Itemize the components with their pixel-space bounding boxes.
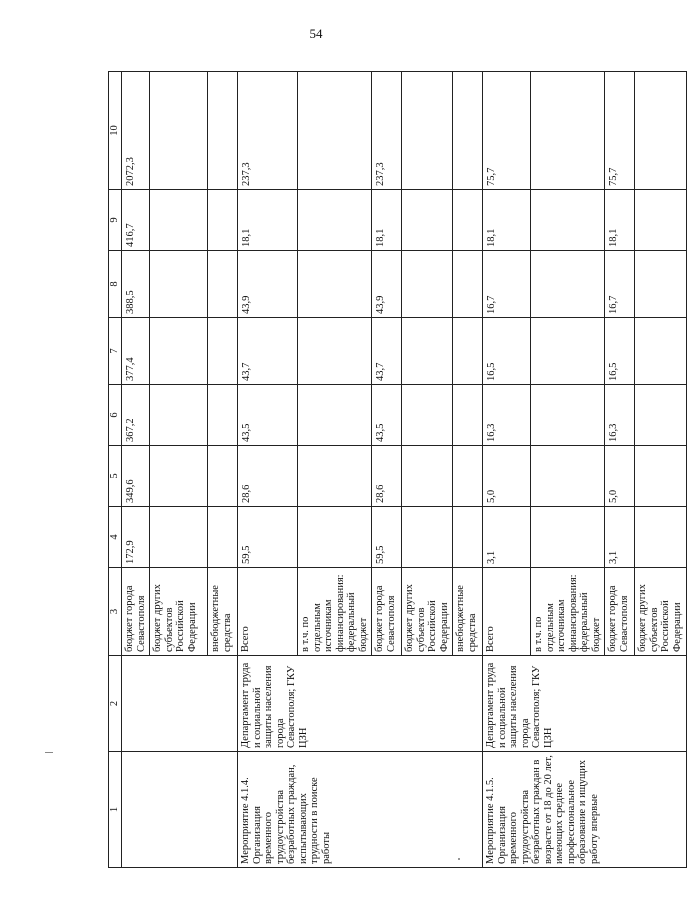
source-cell: в т.ч. по отдельным источникам финансирования: федеральный бюджет [531, 568, 605, 656]
value-cell [453, 72, 483, 190]
value-cell: 75,7 [605, 72, 635, 190]
column-header: 10 [109, 72, 122, 190]
value-cell [208, 72, 238, 190]
value-cell [402, 446, 453, 507]
value-cell: 16,3 [605, 385, 635, 446]
value-cell [150, 446, 208, 507]
source-cell: бюджет города Севастополя [372, 568, 402, 656]
value-cell: 377,4 [122, 318, 150, 385]
value-cell [453, 507, 483, 568]
value-cell [150, 251, 208, 318]
value-cell [208, 318, 238, 385]
column-header: 9 [109, 190, 122, 251]
value-cell: 367,2 [122, 385, 150, 446]
value-cell: 43,5 [238, 385, 298, 446]
value-cell [402, 385, 453, 446]
value-cell: 18,1 [238, 190, 298, 251]
value-cell: 43,9 [238, 251, 298, 318]
value-cell: 43,7 [238, 318, 298, 385]
source-cell: Всего [483, 568, 531, 656]
value-cell [635, 190, 687, 251]
value-cell [150, 72, 208, 190]
executor-cell: Департамент труда и социальной защиты населения города Севастополя; ГКУ ЦЗН [238, 656, 483, 752]
value-cell: 388,5 [122, 251, 150, 318]
page-number: 54 [309, 26, 323, 41]
activity-cell [122, 752, 238, 868]
value-cell: 18,1 [605, 190, 635, 251]
value-cell: 237,3 [238, 72, 298, 190]
value-cell [453, 190, 483, 251]
value-cell [635, 446, 687, 507]
value-cell [453, 385, 483, 446]
value-cell: 59,5 [372, 507, 402, 568]
column-header: 5 [109, 446, 122, 507]
value-cell: 43,5 [372, 385, 402, 446]
value-cell: 3,1 [605, 507, 635, 568]
value-cell [298, 190, 372, 251]
value-cell [298, 318, 372, 385]
value-cell [402, 507, 453, 568]
margin-mark [45, 752, 53, 753]
value-cell: 28,6 [238, 446, 298, 507]
value-cell: 18,1 [483, 190, 531, 251]
value-cell: 18,1 [372, 190, 402, 251]
executor-cell [122, 656, 238, 752]
value-cell [531, 446, 605, 507]
value-cell [531, 507, 605, 568]
table-body [109, 72, 687, 868]
value-cell [150, 385, 208, 446]
value-cell: 59,5 [238, 507, 298, 568]
value-cell [635, 318, 687, 385]
source-cell: бюджет города Севастополя [122, 568, 150, 656]
value-cell: 5,0 [483, 446, 531, 507]
value-cell [635, 385, 687, 446]
header-row [109, 72, 122, 868]
source-cell: бюджет других субъектов Российской Федерации [635, 568, 687, 656]
value-cell [208, 385, 238, 446]
column-header: 1 [109, 752, 122, 868]
value-cell [453, 318, 483, 385]
column-header: 3 [109, 568, 122, 656]
value-cell [208, 446, 238, 507]
value-cell: 5,0 [605, 446, 635, 507]
source-cell: бюджет других субъектов Российской Федерации [402, 568, 453, 656]
value-cell [531, 385, 605, 446]
value-cell: 16,5 [483, 318, 531, 385]
value-cell [150, 507, 208, 568]
value-cell [531, 72, 605, 190]
source-cell: в т.ч. по отдельным источникам финансирования: федеральный бюджет [298, 568, 372, 656]
source-cell: внебюджетные средства [208, 568, 238, 656]
value-cell [208, 251, 238, 318]
value-cell [531, 251, 605, 318]
column-header: 4 [109, 507, 122, 568]
funding-table [108, 71, 687, 868]
table-row [238, 72, 298, 868]
value-cell: 3,1 [483, 507, 531, 568]
table-row [122, 72, 150, 868]
value-cell: 43,9 [372, 251, 402, 318]
column-header: 8 [109, 251, 122, 318]
column-header: 7 [109, 318, 122, 385]
table-row [483, 72, 531, 868]
value-cell: 416,7 [122, 190, 150, 251]
value-cell [150, 318, 208, 385]
value-cell [208, 190, 238, 251]
source-cell: внебюджетные средства [453, 568, 483, 656]
value-cell [402, 318, 453, 385]
value-cell [402, 72, 453, 190]
value-cell [453, 251, 483, 318]
column-header: 2 [109, 656, 122, 752]
value-cell [531, 190, 605, 251]
source-cell: Всего [238, 568, 298, 656]
activity-cell: Мероприятие 4.1.4. Организация временного трудоустройства безработных граждан, испытывающих трудности в поиске работы [238, 752, 483, 868]
value-cell: 349,6 [122, 446, 150, 507]
value-cell: 28,6 [372, 446, 402, 507]
value-cell [531, 318, 605, 385]
executor-cell: Департамент труда и социальной защиты населения города Севастополя; ГКУ ЦЗН [483, 656, 687, 752]
value-cell [635, 251, 687, 318]
value-cell: 16,7 [483, 251, 531, 318]
value-cell: 16,5 [605, 318, 635, 385]
value-cell [298, 446, 372, 507]
value-cell [453, 446, 483, 507]
value-cell [298, 251, 372, 318]
value-cell [635, 72, 687, 190]
value-cell: 237,3 [372, 72, 402, 190]
value-cell [298, 385, 372, 446]
value-cell [298, 507, 372, 568]
value-cell [402, 190, 453, 251]
column-header: 6 [109, 385, 122, 446]
value-cell: 2072,3 [122, 72, 150, 190]
value-cell: 43,7 [372, 318, 402, 385]
value-cell [298, 72, 372, 190]
value-cell [635, 507, 687, 568]
value-cell [150, 190, 208, 251]
rotated-table-container [108, 72, 683, 868]
value-cell: 75,7 [483, 72, 531, 190]
source-cell: бюджет города Севастополя [605, 568, 635, 656]
value-cell: 16,7 [605, 251, 635, 318]
value-cell [208, 507, 238, 568]
value-cell [402, 251, 453, 318]
value-cell: 16,3 [483, 385, 531, 446]
activity-cell: Мероприятие 4.1.5. Организация временного трудоустройства безработных граждан в возрасте от 18 до 20 лет, имеющих среднее профессиональное образование и ищущих работу впервые [483, 752, 687, 868]
value-cell: 172,9 [122, 507, 150, 568]
source-cell: бюджет других субъектов Российской Федерации [150, 568, 208, 656]
